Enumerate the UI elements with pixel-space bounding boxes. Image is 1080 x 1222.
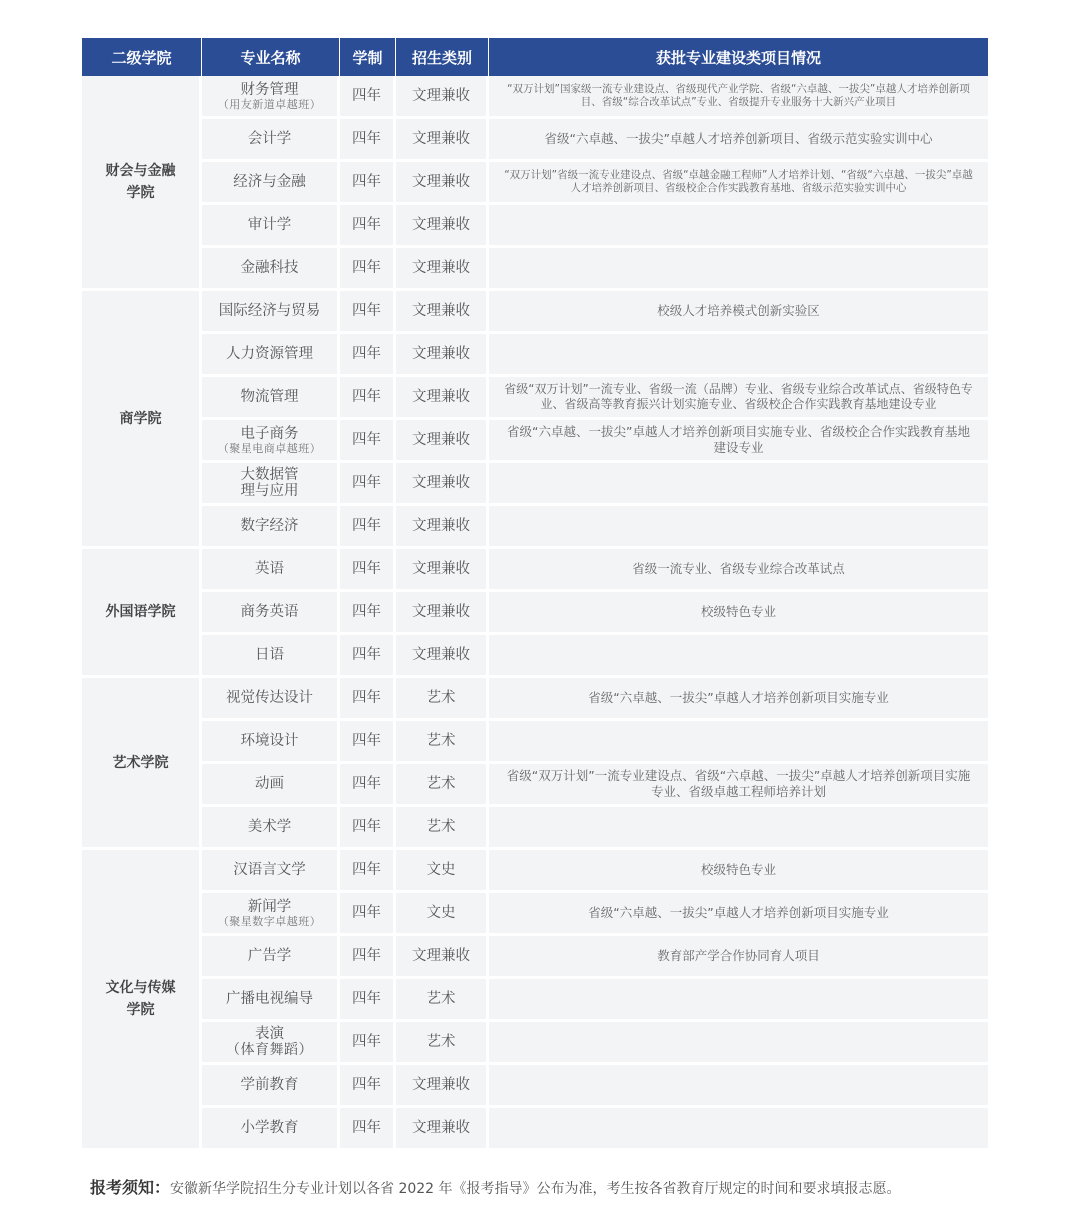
duration-cell: 四年: [340, 420, 396, 463]
duration-cell: 四年: [340, 334, 396, 377]
table-row: [82, 119, 988, 162]
table-row: [82, 420, 988, 463]
category-cell: 文理兼收: [396, 248, 489, 291]
major-name: 动画: [255, 776, 284, 792]
major-subtitle: （体育舞蹈）: [226, 1042, 313, 1058]
major-name: 表演: [255, 1026, 284, 1042]
major-name: 美术学: [247, 819, 292, 835]
major-name: 学前教育: [240, 1077, 299, 1093]
major-cell: [202, 76, 340, 119]
majors-table-container: [82, 38, 988, 1151]
major-cell: [202, 1108, 340, 1151]
college-cell: 商学院: [82, 291, 202, 549]
major-name: 商务英语: [240, 604, 299, 620]
category-cell: 文理兼收: [396, 162, 489, 205]
category-cell: 文理兼收: [396, 334, 489, 377]
table-row: [82, 936, 988, 979]
major-cell: [202, 248, 340, 291]
table-row: [82, 291, 988, 334]
college-cell: 财会与金融学院: [82, 76, 202, 291]
duration-cell: 四年: [340, 678, 396, 721]
duration-cell: 四年: [340, 1065, 396, 1108]
duration-cell: 四年: [340, 463, 396, 506]
project-cell: [489, 807, 988, 850]
college-cell: 文化与传媒学院: [82, 850, 202, 1151]
table-row: [82, 1022, 988, 1065]
category-cell: 艺术: [396, 979, 489, 1022]
category-cell: 文理兼收: [396, 377, 489, 420]
category-cell: 文理兼收: [396, 119, 489, 162]
major-cell: [202, 635, 340, 678]
duration-cell: 四年: [340, 76, 396, 119]
major-cell: [202, 119, 340, 162]
table-row: [82, 205, 988, 248]
category-cell: 文理兼收: [396, 506, 489, 549]
duration-cell: 四年: [340, 979, 396, 1022]
major-cell: [202, 764, 340, 807]
college-cell: 外国语学院: [82, 549, 202, 678]
project-cell: 省级“双万计划”一流专业建设点、省级“六卓越、一拔尖”卓越人才培养创新项目实施专业、省级卓越工程师培养计划: [489, 764, 988, 807]
header-category: 招生类别: [396, 38, 489, 76]
table-body: [82, 76, 988, 1151]
category-cell: 艺术: [396, 678, 489, 721]
duration-cell: 四年: [340, 205, 396, 248]
major-cell: [202, 721, 340, 764]
project-cell: [489, 1065, 988, 1108]
major-subtitle: （用友新道卓越班）: [217, 97, 322, 111]
duration-cell: 四年: [340, 549, 396, 592]
category-cell: 艺术: [396, 721, 489, 764]
header-project: 获批专业建设类项目情况: [489, 38, 988, 76]
major-name: 日语: [255, 647, 284, 663]
table-row: [82, 893, 988, 936]
major-cell: [202, 979, 340, 1022]
major-cell: [202, 936, 340, 979]
major-cell: [202, 850, 340, 893]
category-cell: 艺术: [396, 1022, 489, 1065]
major-name: 视觉传达设计: [226, 690, 313, 706]
table-row: [82, 979, 988, 1022]
majors-table: [82, 38, 988, 1151]
category-cell: 文理兼收: [396, 420, 489, 463]
category-cell: 文史: [396, 893, 489, 936]
duration-cell: 四年: [340, 850, 396, 893]
major-cell: [202, 549, 340, 592]
project-cell: [489, 635, 988, 678]
project-cell: “双万计划”国家级一流专业建设点、省级现代产业学院、省级“六卓越、一拔尖”卓越人才培养创新项目、省级“综合改革试点”专业、省级提升专业服务十大新兴产业项目: [489, 76, 988, 119]
major-name: 国际经济与贸易: [218, 303, 321, 319]
duration-cell: 四年: [340, 592, 396, 635]
project-cell: [489, 506, 988, 549]
project-cell: [489, 248, 988, 291]
note-text: 安徽新华学院招生分专业计划以各省 2022 年《报考指导》公布为准，考生按各省教育厅规定的时间和要求填报志愿。: [170, 1181, 901, 1197]
category-cell: 文理兼收: [396, 635, 489, 678]
table-row: [82, 635, 988, 678]
table-row: [82, 162, 988, 205]
major-name: 物流管理: [240, 389, 299, 405]
duration-cell: 四年: [340, 764, 396, 807]
duration-cell: 四年: [340, 893, 396, 936]
project-cell: [489, 1108, 988, 1151]
table-row: [82, 1065, 988, 1108]
project-cell: 省级“双万计划”一流专业、省级一流（品牌）专业、省级专业综合改革试点、省级特色专业、省级高等教育振兴计划实施专业、省级校企合作实践教育基地建设专业: [489, 377, 988, 420]
category-cell: 文理兼收: [396, 205, 489, 248]
category-cell: 文理兼收: [396, 1108, 489, 1151]
duration-cell: 四年: [340, 248, 396, 291]
major-name: 汉语言文学: [233, 862, 306, 878]
project-cell: [489, 1022, 988, 1065]
major-name: 数字经济: [240, 518, 299, 534]
table-row: [82, 850, 988, 893]
category-cell: 文理兼收: [396, 549, 489, 592]
major-cell: [202, 592, 340, 635]
major-name: 广告学: [247, 948, 292, 964]
category-cell: 艺术: [396, 764, 489, 807]
table-row: [82, 678, 988, 721]
table-row: [82, 377, 988, 420]
project-cell: [489, 721, 988, 764]
header-duration: 学制: [340, 38, 396, 76]
table-row: [82, 506, 988, 549]
project-cell: [489, 334, 988, 377]
project-cell: 教育部产学合作协同育人项目: [489, 936, 988, 979]
major-cell: [202, 893, 340, 936]
project-cell: [489, 979, 988, 1022]
major-cell: [202, 1022, 340, 1065]
table-row: [82, 764, 988, 807]
table-row: [82, 76, 988, 119]
note-label: 报考须知：: [90, 1178, 171, 1197]
major-subtitle: （聚星电商卓越班）: [217, 441, 322, 455]
duration-cell: 四年: [340, 1022, 396, 1065]
major-name: 广播电视编导: [226, 991, 313, 1007]
category-cell: 文理兼收: [396, 592, 489, 635]
category-cell: 文史: [396, 850, 489, 893]
table-row: [82, 463, 988, 506]
major-name: 新闻学: [247, 898, 292, 915]
duration-cell: 四年: [340, 162, 396, 205]
category-cell: 文理兼收: [396, 463, 489, 506]
major-cell: [202, 463, 340, 506]
project-cell: 省级一流专业、省级专业综合改革试点: [489, 549, 988, 592]
application-note: [90, 1175, 901, 1198]
major-name: 环境设计: [240, 733, 299, 749]
duration-cell: 四年: [340, 119, 396, 162]
major-cell: [202, 377, 340, 420]
major-cell: [202, 678, 340, 721]
major-cell: [202, 334, 340, 377]
table-row: [82, 807, 988, 850]
duration-cell: 四年: [340, 807, 396, 850]
category-cell: 文理兼收: [396, 1065, 489, 1108]
major-name: 大数据管理与应用: [240, 467, 299, 499]
category-cell: 文理兼收: [396, 76, 489, 119]
category-cell: 文理兼收: [396, 291, 489, 334]
duration-cell: 四年: [340, 721, 396, 764]
project-cell: [489, 205, 988, 248]
major-cell: [202, 1065, 340, 1108]
project-cell: “双万计划”省级一流专业建设点、省级“卓越金融工程师”人才培养计划、“省级“六卓越、一拔尖”卓越人才培养创新项目、省级校企合作实践教育基地、省级示范实验实训中心: [489, 162, 988, 205]
duration-cell: 四年: [340, 1108, 396, 1151]
major-cell: [202, 162, 340, 205]
major-cell: [202, 807, 340, 850]
project-cell: 省级“六卓越、一拔尖”卓越人才培养创新项目、省级示范实验实训中心: [489, 119, 988, 162]
table-row: [82, 334, 988, 377]
category-cell: 艺术: [396, 807, 489, 850]
major-name: 财务管理: [240, 81, 299, 98]
major-name: 英语: [255, 561, 284, 577]
table-header: [82, 38, 988, 76]
major-name: 电子商务: [240, 425, 299, 442]
table-row: [82, 1108, 988, 1151]
duration-cell: 四年: [340, 936, 396, 979]
project-cell: 省级“六卓越、一拔尖”卓越人才培养创新项目实施专业: [489, 678, 988, 721]
major-name: 经济与金融: [233, 174, 306, 190]
major-cell: [202, 205, 340, 248]
major-subtitle: （聚星数字卓越班）: [217, 914, 322, 928]
major-name: 人力资源管理: [226, 346, 313, 362]
college-cell: 艺术学院: [82, 678, 202, 850]
duration-cell: 四年: [340, 506, 396, 549]
duration-cell: 四年: [340, 377, 396, 420]
project-cell: 省级“六卓越、一拔尖”卓越人才培养创新项目实施专业: [489, 893, 988, 936]
major-cell: [202, 420, 340, 463]
project-cell: 省级“六卓越、一拔尖”卓越人才培养创新项目实施专业、省级校企合作实践教育基地建设专业: [489, 420, 988, 463]
duration-cell: 四年: [340, 291, 396, 334]
duration-cell: 四年: [340, 635, 396, 678]
table-row: [82, 549, 988, 592]
major-cell: [202, 291, 340, 334]
project-cell: 校级特色专业: [489, 592, 988, 635]
table-row: [82, 721, 988, 764]
header-college: 二级学院: [82, 38, 202, 76]
major-name: 小学教育: [240, 1120, 299, 1136]
table-row: [82, 248, 988, 291]
major-name: 金融科技: [240, 260, 299, 276]
table-row: [82, 592, 988, 635]
project-cell: 校级特色专业: [489, 850, 988, 893]
header-major: 专业名称: [202, 38, 340, 76]
project-cell: [489, 463, 988, 506]
major-cell: [202, 506, 340, 549]
major-name: 会计学: [247, 131, 292, 147]
major-name: 审计学: [247, 217, 292, 233]
category-cell: 文理兼收: [396, 936, 489, 979]
project-cell: 校级人才培养模式创新实验区: [489, 291, 988, 334]
